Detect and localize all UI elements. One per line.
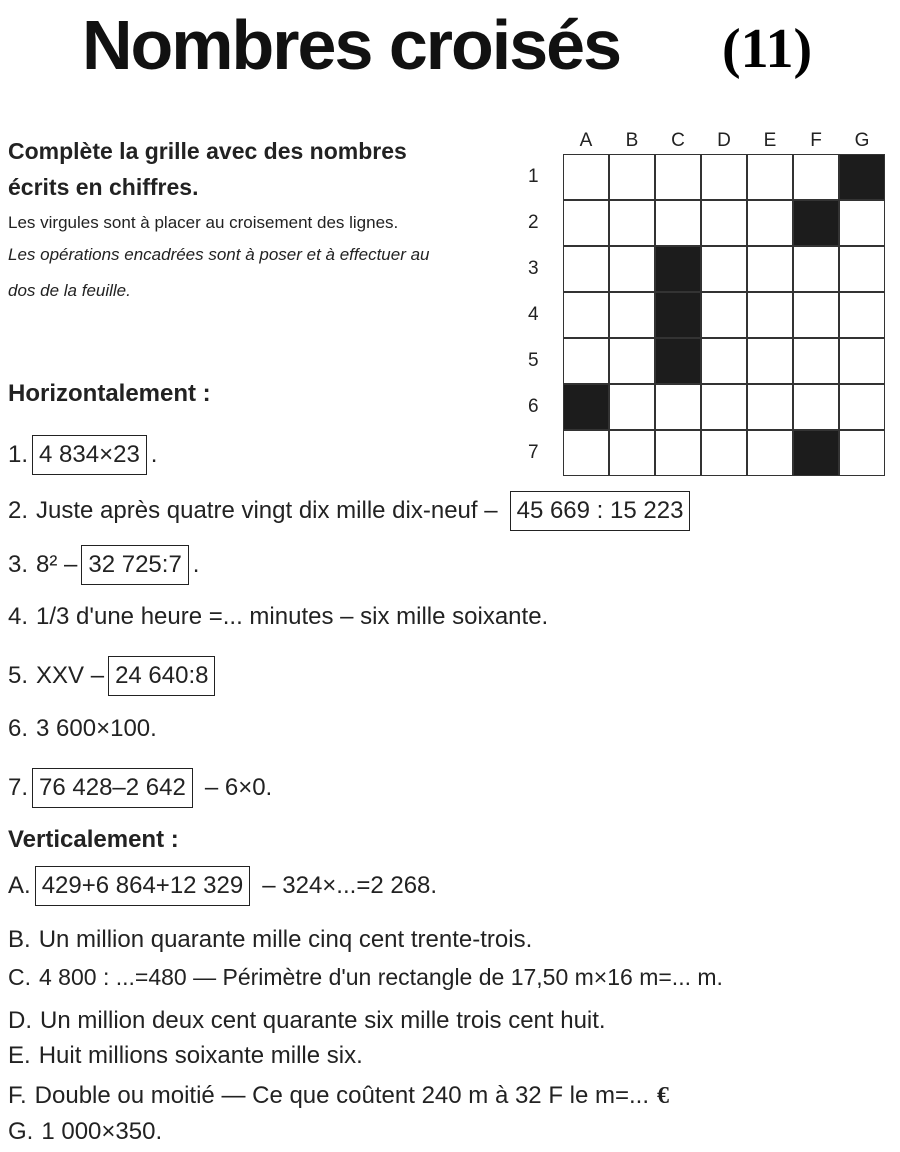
- grid-cell[interactable]: [747, 154, 793, 200]
- grid-cell[interactable]: [793, 338, 839, 384]
- clue-number: 4.: [8, 603, 29, 630]
- instruction-line-3: Les virgules sont à placer au croisement des lignes.: [8, 213, 399, 232]
- grid-cell[interactable]: [701, 246, 747, 292]
- grid-row-label: 6: [528, 396, 539, 417]
- clue-text: – 6×0.: [204, 774, 273, 801]
- clue-number: 1.: [8, 441, 29, 468]
- vertical-clue-g: [8, 1112, 162, 1152]
- grid-cell[interactable]: [747, 384, 793, 430]
- grid-cell[interactable]: [747, 200, 793, 246]
- grid-col-label: E: [763, 130, 777, 151]
- clue-number: E.: [8, 1042, 31, 1069]
- vertical-heading: Verticalement :: [8, 826, 179, 853]
- grid-cell[interactable]: [701, 200, 747, 246]
- grid-cell[interactable]: [701, 154, 747, 200]
- clue-number: 3.: [8, 551, 29, 578]
- grid-cell[interactable]: [563, 338, 609, 384]
- grid-cell[interactable]: [609, 292, 655, 338]
- horizontal-clue-1: [8, 435, 157, 475]
- grid-cell[interactable]: [839, 200, 885, 246]
- grid-cell[interactable]: [609, 430, 655, 476]
- grid-cell[interactable]: [563, 200, 609, 246]
- grid-row-label: 7: [528, 442, 539, 463]
- boxed-operation: 32 725:7: [81, 545, 188, 585]
- clue-number: 7.: [8, 774, 29, 801]
- grid-col-label: B: [625, 130, 639, 151]
- grid-cell-black: [655, 338, 701, 384]
- grid-cell[interactable]: [839, 384, 885, 430]
- grid-cell[interactable]: [701, 292, 747, 338]
- grid-col-label: D: [717, 130, 731, 151]
- boxed-operation: 429+6 864+12 329: [35, 866, 251, 906]
- grid-cell-black: [793, 430, 839, 476]
- grid-cell[interactable]: [793, 384, 839, 430]
- clue-text: 3 600×100.: [36, 715, 157, 742]
- vertical-clue-f: [8, 1076, 669, 1116]
- grid-cell[interactable]: [655, 200, 701, 246]
- grid-cell[interactable]: [563, 430, 609, 476]
- clue-number: 6.: [8, 715, 29, 742]
- grid-row-label: 4: [528, 304, 539, 325]
- boxed-operation: 76 428–2 642: [32, 768, 193, 808]
- grid-cell[interactable]: [609, 154, 655, 200]
- horizontal-clue-7: [8, 768, 272, 808]
- vertical-clue-e: [8, 1036, 363, 1076]
- grid-cell[interactable]: [655, 430, 701, 476]
- grid-cell[interactable]: [609, 246, 655, 292]
- grid-cell[interactable]: [655, 154, 701, 200]
- vertical-clue-b: [8, 920, 532, 960]
- instruction-line-1: Complète la grille avec des nombres: [8, 138, 407, 164]
- clue-text: .: [150, 441, 158, 468]
- grid-cell-black: [655, 246, 701, 292]
- grid-col-label: F: [810, 130, 822, 151]
- clue-number: 5.: [8, 662, 29, 689]
- horizontal-clue-6: [8, 709, 157, 749]
- horizontal-clue-5: [8, 656, 219, 696]
- clue-number: 2.: [8, 497, 29, 524]
- grid-cell-black: [563, 384, 609, 430]
- clue-text: Huit millions soixante mille six.: [38, 1042, 363, 1069]
- grid-cell[interactable]: [701, 338, 747, 384]
- page-title: Nombres croisés: [82, 6, 621, 84]
- clue-text: – 324×...=2 268.: [262, 872, 438, 899]
- grid-cell[interactable]: [747, 292, 793, 338]
- vertical-clue-c: [8, 957, 723, 997]
- clue-text: Juste après quatre vingt dix mille dix-neuf –: [36, 497, 498, 524]
- clue-text: XXV –: [36, 662, 105, 689]
- horizontal-clue-4: [8, 597, 548, 637]
- clue-number: B.: [8, 926, 31, 953]
- grid-row-label: 3: [528, 258, 539, 279]
- grid-col-label: C: [671, 130, 685, 151]
- clue-number: G.: [8, 1118, 34, 1145]
- grid-cell[interactable]: [563, 154, 609, 200]
- grid-cell-black: [655, 292, 701, 338]
- worksheet-number: (11): [722, 18, 813, 80]
- grid-cell[interactable]: [793, 154, 839, 200]
- vertical-clue-a: [8, 866, 437, 906]
- grid-cell[interactable]: [563, 246, 609, 292]
- grid-cell[interactable]: [747, 430, 793, 476]
- clue-text: Un million quarante mille cinq cent trente-trois.: [38, 926, 533, 953]
- instruction-line-5: dos de la feuille.: [8, 281, 131, 300]
- grid-col-label: G: [854, 130, 870, 151]
- boxed-operation: 4 834×23: [32, 435, 147, 475]
- clue-text: Double ou moitié — Ce que coûtent 240 m à 32 F le m=...: [34, 1082, 650, 1109]
- boxed-operation: 24 640:8: [108, 656, 215, 696]
- clue-number: F.: [8, 1082, 27, 1109]
- grid-cell[interactable]: [747, 338, 793, 384]
- instruction-line-4: Les opérations encadrées sont à poser et à effectuer au: [8, 245, 430, 264]
- horizontal-clue-2: [8, 491, 694, 531]
- clue-text: 1/3 d'une heure =... minutes – six mille soixante.: [36, 603, 549, 630]
- horizontal-clue-3: [8, 545, 199, 585]
- grid-cell[interactable]: [839, 338, 885, 384]
- crossword-grid: [563, 154, 885, 476]
- clue-text: 1 000×350.: [41, 1118, 163, 1145]
- grid-cell[interactable]: [609, 384, 655, 430]
- grid-cell[interactable]: [701, 430, 747, 476]
- grid-cell[interactable]: [655, 384, 701, 430]
- grid-cell[interactable]: [563, 292, 609, 338]
- grid-col-label: A: [579, 130, 593, 151]
- boxed-operation: 45 669 : 15 223: [510, 491, 691, 531]
- grid-cell[interactable]: [793, 292, 839, 338]
- vertical-clue-d: [8, 1001, 606, 1041]
- grid-cell[interactable]: [839, 292, 885, 338]
- grid-row-label: 2: [528, 212, 539, 233]
- clue-text: .: [192, 551, 200, 578]
- clue-text: Un million deux cent quarante six mille trois cent huit.: [40, 1007, 606, 1034]
- clue-text: 8² –: [36, 551, 78, 578]
- grid-cell-black: [839, 154, 885, 200]
- grid-row-label: 1: [528, 166, 539, 187]
- euro-symbol: €: [657, 1082, 670, 1109]
- grid-cell-black: [793, 200, 839, 246]
- horizontal-heading: Horizontalement :: [8, 380, 211, 407]
- clue-number: D.: [8, 1007, 32, 1034]
- grid-row-label: 5: [528, 350, 539, 371]
- clue-text: 4 800 : ...=480 — Périmètre d'un rectangle de 17,50 m×16 m=... m.: [39, 963, 723, 990]
- grid-cell[interactable]: [839, 246, 885, 292]
- grid-cell[interactable]: [839, 430, 885, 476]
- grid-cell[interactable]: [609, 200, 655, 246]
- grid-cell[interactable]: [701, 384, 747, 430]
- grid-cell[interactable]: [609, 338, 655, 384]
- clue-number: A.: [8, 872, 31, 899]
- grid-cell[interactable]: [793, 246, 839, 292]
- clue-number: C.: [8, 963, 31, 990]
- grid-cell[interactable]: [747, 246, 793, 292]
- instruction-line-2: écrits en chiffres.: [8, 174, 199, 200]
